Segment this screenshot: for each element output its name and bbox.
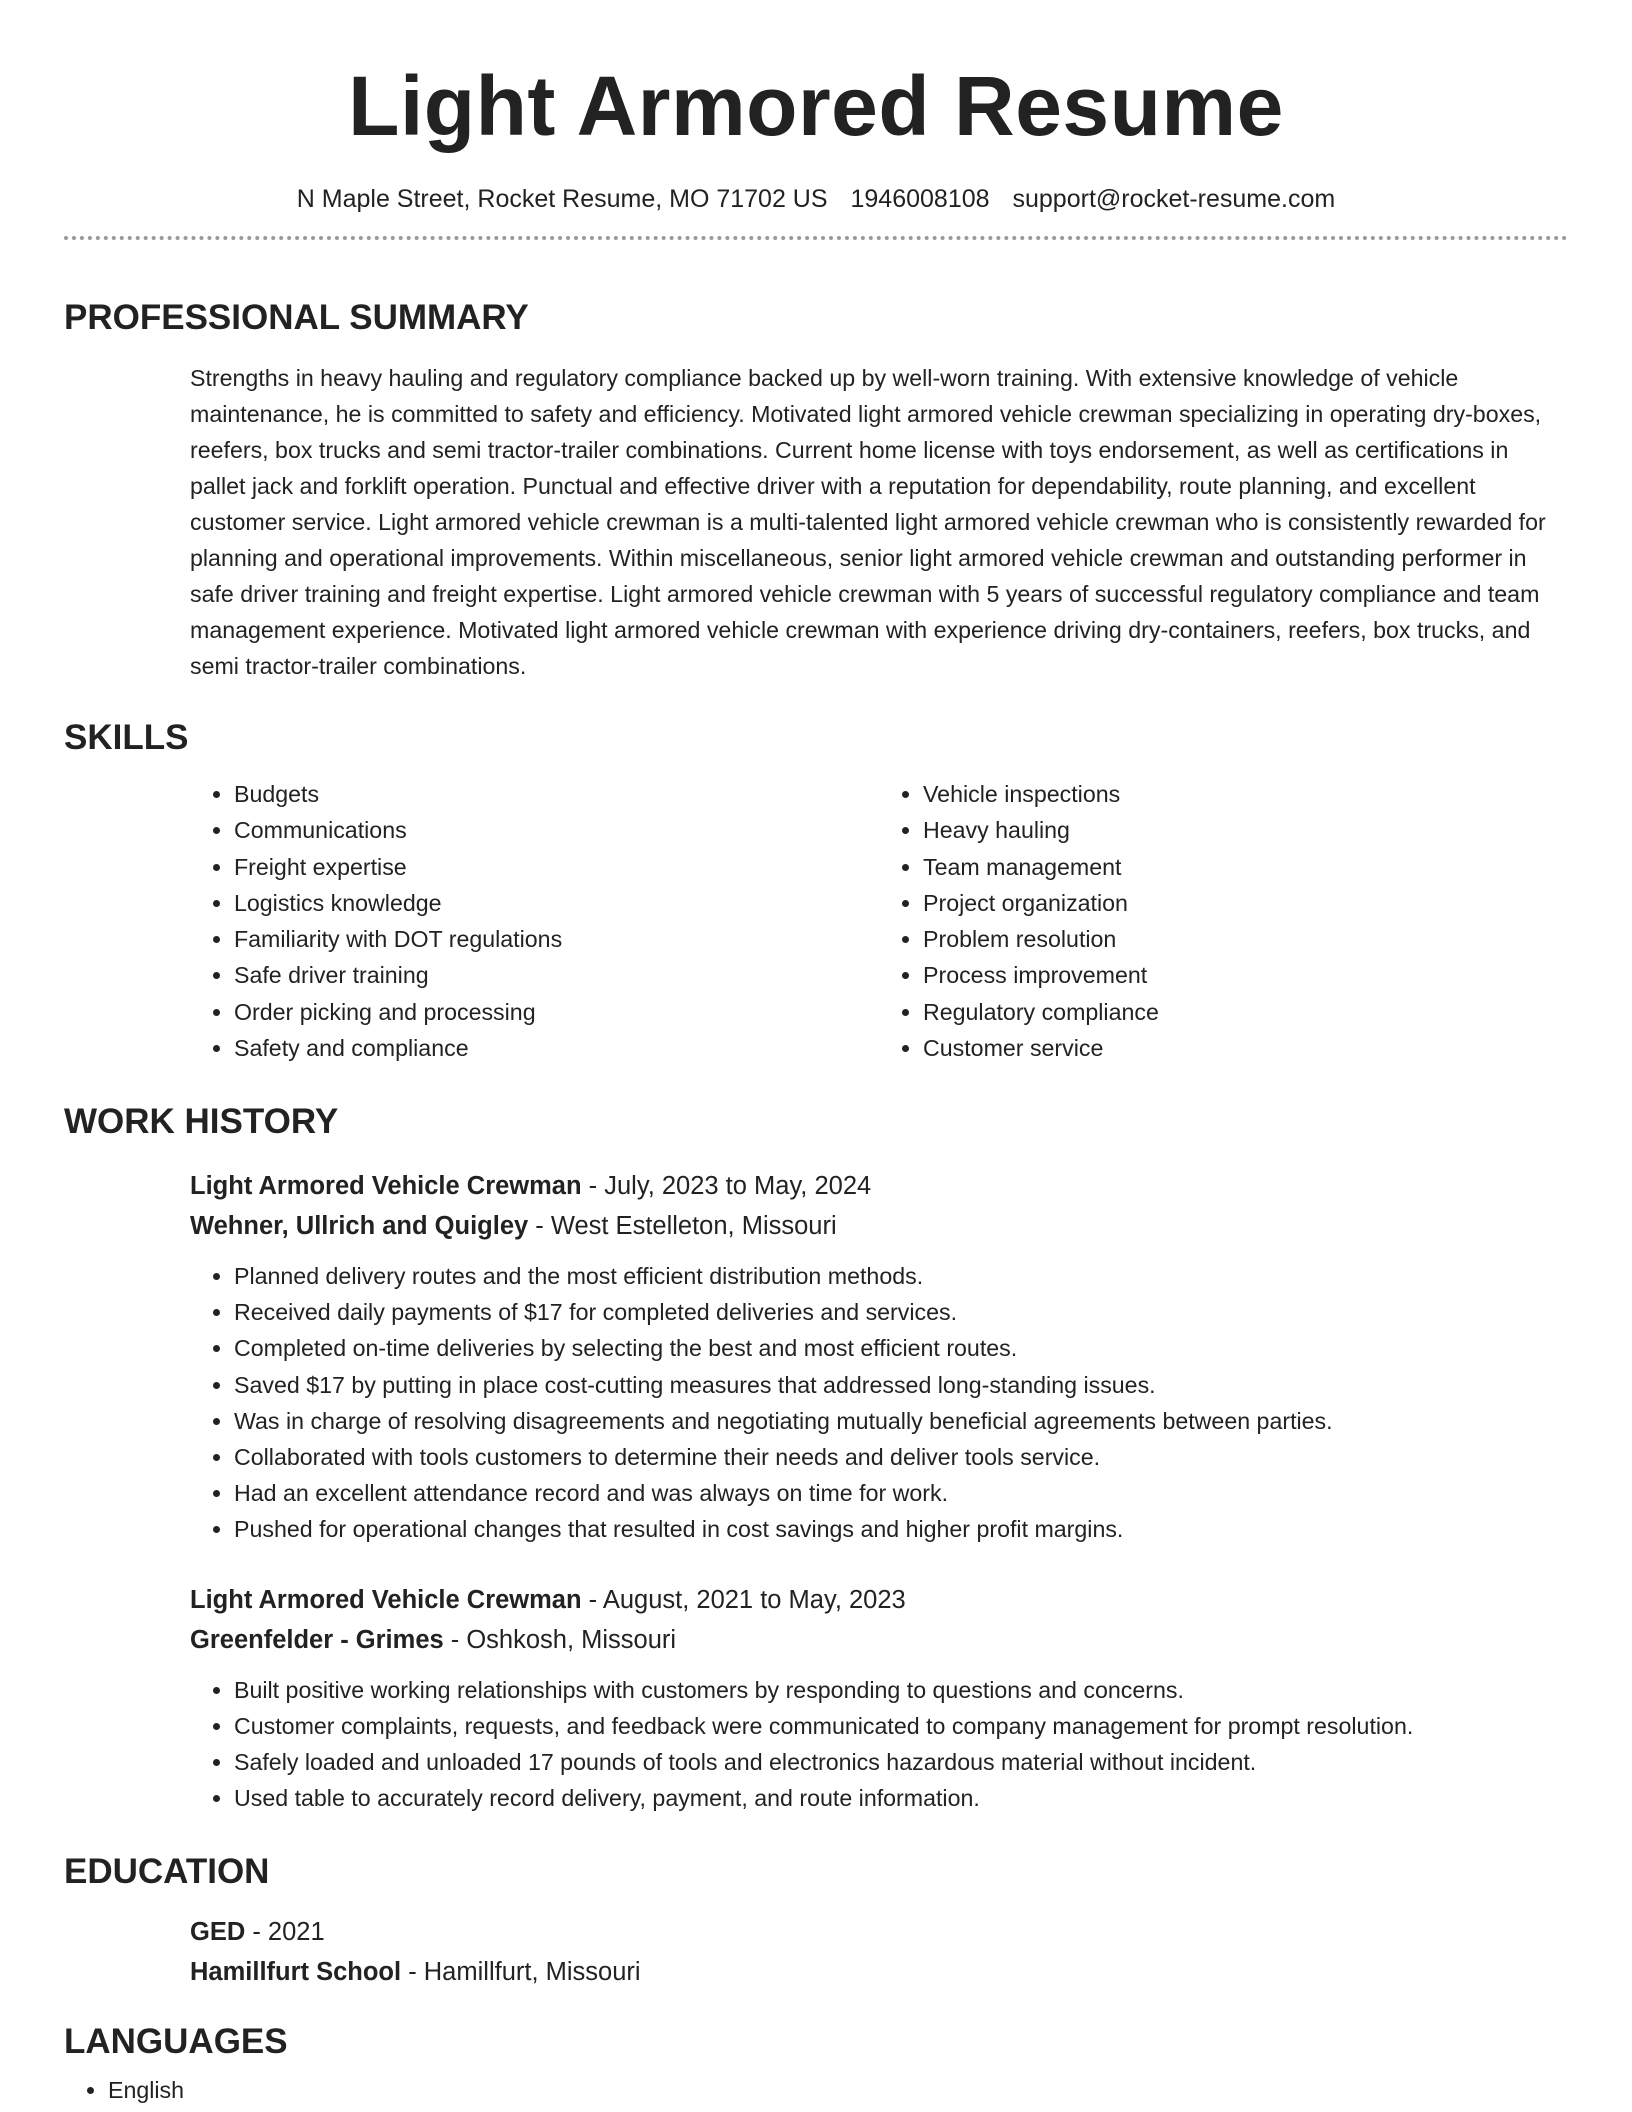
resume-page bbox=[64, 0, 1568, 2103]
job-dates: - August, 2021 to May, 2023 bbox=[581, 1585, 906, 1614]
skills-section bbox=[64, 718, 1568, 1066]
languages-list bbox=[64, 2072, 1568, 2108]
education-location: - Hamillfurt, Missouri bbox=[401, 1958, 641, 1986]
job-title: Light Armored Vehicle Crewman bbox=[190, 1172, 582, 1200]
contact-address: N Maple Street, Rocket Resume, MO 71702 US bbox=[296, 185, 828, 213]
education-section bbox=[64, 1852, 1568, 1992]
skills-right-list bbox=[879, 776, 1568, 1066]
languages-heading: LANGUAGES bbox=[64, 2022, 288, 2061]
skill-item: • Logistics knowledge bbox=[234, 885, 879, 921]
job-title-line bbox=[190, 1166, 1568, 1206]
skills-heading: SKILLS bbox=[64, 718, 189, 757]
education-school-line bbox=[190, 1952, 1568, 1992]
skill-item: • Regulatory compliance bbox=[923, 994, 1568, 1030]
education-year: - 2021 bbox=[245, 1918, 325, 1946]
job-company-line bbox=[190, 1620, 1568, 1660]
skill-item: • Heavy hauling bbox=[923, 812, 1568, 848]
education-degree-line bbox=[190, 1912, 1568, 1952]
job-bullets bbox=[190, 1258, 1568, 1548]
job-title-line bbox=[190, 1580, 1568, 1620]
summary-section bbox=[64, 298, 1568, 684]
skill-item: • Order picking and processing bbox=[234, 994, 879, 1030]
job-bullet: • Customer complaints, requests, and feedback were communicated to company management for prompt resolution. bbox=[234, 1708, 1568, 1744]
skill-item: • Budgets bbox=[234, 776, 879, 812]
job-title: Light Armored Vehicle Crewman bbox=[190, 1585, 582, 1614]
job-bullet: • Pushed for operational changes that resulted in cost savings and higher profit margins. bbox=[234, 1511, 1568, 1547]
skill-item: • Process improvement bbox=[923, 957, 1568, 993]
contact-line bbox=[64, 184, 1568, 214]
education-heading: EDUCATION bbox=[64, 1852, 270, 1891]
job-bullet: • Built positive working relationships with customers by responding to questions and concerns. bbox=[234, 1672, 1568, 1708]
skills-columns bbox=[190, 776, 1568, 1066]
job-entry bbox=[190, 1166, 1568, 1548]
job-bullet: • Was in charge of resolving disagreements and negotiating mutually beneficial agreements between parties. bbox=[234, 1403, 1568, 1439]
skill-item: • Team management bbox=[923, 849, 1568, 885]
job-bullets bbox=[190, 1672, 1568, 1817]
job-location: - Oshkosh, Missouri bbox=[443, 1625, 677, 1654]
skill-item: • Freight expertise bbox=[234, 849, 879, 885]
resume-name: Light Armored Resume bbox=[348, 59, 1284, 153]
job-entry bbox=[190, 1580, 1568, 1817]
job-bullet: • Had an excellent attendance record and was always on time for work. bbox=[234, 1475, 1568, 1511]
languages-section bbox=[64, 2022, 1568, 2108]
skill-item: • Safety and compliance bbox=[234, 1030, 879, 1066]
job-bullet: • Safely loaded and unloaded 17 pounds of tools and electronics hazardous material without incident. bbox=[234, 1744, 1568, 1780]
education-entry bbox=[190, 1912, 1568, 1992]
skill-item: • Vehicle inspections bbox=[923, 776, 1568, 812]
skill-item: • Safe driver training bbox=[234, 957, 879, 993]
work-section bbox=[64, 1102, 1568, 1816]
language-item: • English bbox=[108, 2072, 1568, 2108]
job-company: Wehner, Ullrich and Quigley bbox=[190, 1212, 529, 1240]
job-dates: - July, 2023 to May, 2024 bbox=[581, 1172, 872, 1200]
job-bullet: • Used table to accurately record delivery, payment, and route information. bbox=[234, 1780, 1568, 1816]
skill-item: • Customer service bbox=[923, 1030, 1568, 1066]
skill-item: • Problem resolution bbox=[923, 921, 1568, 957]
skill-item: • Project organization bbox=[923, 885, 1568, 921]
summary-text: Strengths in heavy hauling and regulatory compliance backed up by well-worn training. With extensive knowledge of vehicle maintenance, he is committed to safety and efficiency. Motivated light armored vehicle crewman specializing in operating dry-boxes, reefers, box trucks and semi tractor-trailer combinations. Current home license with toys endorsement, as well as certifications in pallet jack and forklift operation. Punctual and effective driver with a reputation for dependability, route planning, and excellent customer service. Light armored vehicle crewman is a multi-talented light armored vehicle crewman who is consistently rewarded for planning and operational improvements. Within miscellaneous, senior light armored vehicle crewman and outstanding performer in safe driver training and freight expertise. Light armored vehicle crewman with 5 years of successful regulatory compliance and team management experience. Motivated light armored vehicle crewman with experience driving dry-containers, reefers, box trucks, and semi tractor-trailer combinations. bbox=[190, 365, 1546, 679]
job-location: - West Estelleton, Missouri bbox=[528, 1212, 837, 1240]
contact-phone: 1946008108 bbox=[850, 185, 990, 213]
job-bullet: • Completed on-time deliveries by selecting the best and most efficient routes. bbox=[234, 1330, 1568, 1366]
job-bullet: • Received daily payments of $17 for completed deliveries and services. bbox=[234, 1294, 1568, 1330]
header-divider bbox=[64, 236, 1568, 240]
job-company: Greenfelder - Grimes bbox=[190, 1625, 444, 1654]
job-company-line bbox=[190, 1206, 1568, 1246]
summary-heading: PROFESSIONAL SUMMARY bbox=[64, 298, 529, 337]
contact-email: support@rocket-resume.com bbox=[1012, 185, 1336, 213]
education-school: Hamillfurt School bbox=[190, 1958, 402, 1986]
skill-item: • Familiarity with DOT regulations bbox=[234, 921, 879, 957]
skills-left-list bbox=[190, 776, 879, 1066]
skill-item: • Communications bbox=[234, 812, 879, 848]
education-degree: GED bbox=[190, 1918, 246, 1946]
job-bullet: • Planned delivery routes and the most efficient distribution methods. bbox=[234, 1258, 1568, 1294]
work-heading: WORK HISTORY bbox=[64, 1102, 339, 1141]
job-bullet: • Collaborated with tools customers to determine their needs and deliver tools service. bbox=[234, 1439, 1568, 1475]
job-bullet: • Saved $17 by putting in place cost-cutting measures that addressed long-standing issues. bbox=[234, 1367, 1568, 1403]
